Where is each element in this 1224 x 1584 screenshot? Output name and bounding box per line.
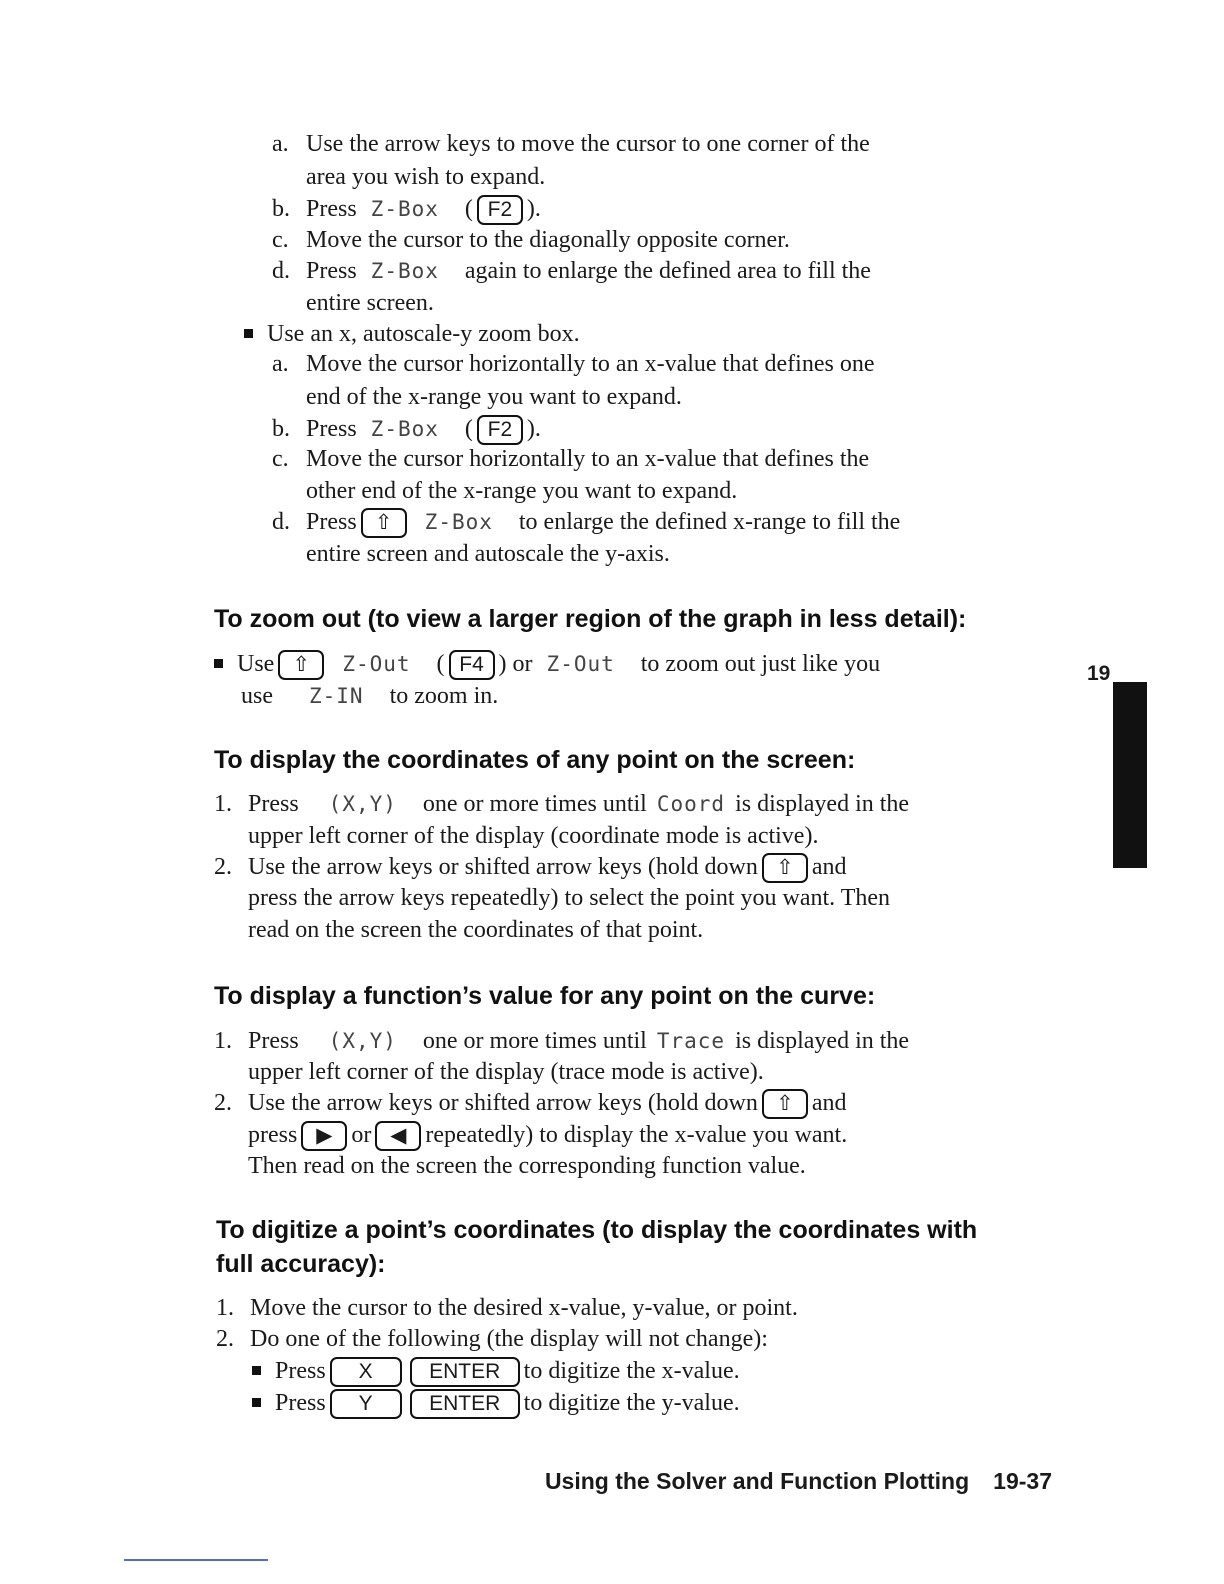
bullet-icon — [244, 329, 253, 338]
enter-key: ENTER — [410, 1389, 520, 1419]
z-box-menu: Z-Box — [370, 259, 439, 283]
s1-step-c: c. Move the cursor to the diagonally opposite corner. — [272, 227, 790, 253]
bullet-icon — [214, 659, 223, 668]
f4-key: F4 — [449, 650, 495, 680]
bullet-icon — [252, 1366, 261, 1375]
xy-menu: (X,Y) — [328, 792, 397, 816]
heading-zoom-out: To zoom out (to view a larger region of the graph in less detail): — [214, 605, 967, 633]
coords-step-1: 1. Press (X,Y) one or more times until Coord is displayed in the — [214, 791, 910, 817]
s2-step-c: c. Move the cursor horizontally to an x-value that defines the — [272, 446, 870, 472]
z-box-menu: Z-Box — [370, 417, 439, 441]
func-step-1-cont: upper left corner of the display (trace mode is active). — [248, 1059, 764, 1085]
s1-step-a-cont: area you wish to expand. — [306, 164, 546, 190]
digit-bullet-y: Press Y ENTER to digitize the y-value. — [252, 1387, 740, 1419]
digit-step-2: 2. Do one of the following (the display will not change): — [216, 1326, 768, 1352]
xy-menu: (X,Y) — [328, 1029, 397, 1053]
trace-mode-label: Trace — [656, 1029, 726, 1053]
s2-step-d-cont: entire screen and autoscale the y-axis. — [306, 541, 670, 567]
digit-step-1: 1. Move the cursor to the desired x-value, y-value, or point. — [216, 1295, 798, 1321]
s2-step-a-cont: end of the x-range you want to expand. — [306, 384, 682, 410]
shift-key-icon: ⇧ — [278, 650, 324, 680]
coords-step-1-cont: upper left corner of the display (coordinate mode is active). — [248, 823, 819, 849]
shift-key-icon: ⇧ — [762, 1089, 808, 1119]
footer-rule — [124, 1559, 268, 1561]
f2-key: F2 — [477, 195, 523, 225]
shift-key-icon: ⇧ — [361, 508, 407, 538]
digit-bullet-x: Press X ENTER to digitize the x-value. — [252, 1355, 740, 1387]
zoom-bullet: Use ⇧ Z-Out ( F4 ) or Z-Out to zoom out just like you — [214, 648, 880, 680]
bullet-icon — [252, 1398, 261, 1407]
s2-step-b: b. Press Z-Box ( F2 ). — [272, 413, 541, 445]
z-box-menu: Z-Box — [370, 197, 439, 221]
enter-key: ENTER — [410, 1357, 520, 1387]
s2-bullet: Use an x, autoscale-y zoom box. — [244, 318, 580, 350]
chapter-tab-marker — [1113, 682, 1147, 868]
left-arrow-key-icon: ◀ — [375, 1121, 421, 1151]
z-in-menu: Z-IN — [309, 684, 364, 708]
shift-key-icon: ⇧ — [762, 853, 808, 883]
s1-step-a: a. Use the arrow keys to move the cursor to one corner of the — [272, 131, 870, 157]
z-out-menu: Z-Out — [342, 652, 411, 676]
s2-step-a: a. Move the cursor horizontally to an x-value that defines one — [272, 351, 875, 377]
heading-function-value: To display a function’s value for any point on the curve: — [214, 982, 876, 1010]
s2-step-c-cont: other end of the x-range you want to expand. — [306, 478, 738, 504]
chapter-tab-number: 19 — [1087, 662, 1111, 685]
x-key: X — [330, 1357, 402, 1387]
coords-step-2: 2. Use the arrow keys or shifted arrow keys (hold down ⇧ and — [214, 851, 847, 883]
s1-step-d: d. Press Z-Box again to enlarge the defined area to fill the — [272, 258, 871, 284]
y-key: Y — [330, 1389, 402, 1419]
coord-mode-label: Coord — [656, 792, 726, 816]
heading-digitize: To digitize a point’s coordinates (to display the coordinates with — [216, 1216, 978, 1244]
s1-step-b: b. Press Z-Box ( F2 ). — [272, 193, 541, 225]
page-footer — [545, 1468, 1052, 1495]
func-step-2: 2. Use the arrow keys or shifted arrow keys (hold down ⇧ and — [214, 1087, 847, 1119]
func-step-2-cont: press ▶ or ◀ repeatedly) to display the x-value you want. — [248, 1119, 847, 1151]
f2-key: F2 — [477, 415, 523, 445]
s2-step-d: d. Press ⇧ Z-Box to enlarge the defined x-range to fill the — [272, 506, 900, 538]
right-arrow-key-icon: ▶ — [301, 1121, 347, 1151]
z-box-menu: Z-Box — [424, 510, 493, 534]
coords-step-2-cont: press the arrow keys repeatedly) to select the point you want. Then — [248, 885, 891, 911]
z-out-menu: Z-Out — [546, 652, 615, 676]
s1-step-d-cont: entire screen. — [306, 290, 434, 316]
func-step-1: 1. Press (X,Y) one or more times until Trace is displayed in the — [214, 1028, 910, 1054]
heading-coordinates: To display the coordinates of any point on the screen: — [214, 746, 856, 774]
coords-step-2-cont2: read on the screen the coordinates of that point. — [248, 917, 704, 943]
zoom-bullet-cont: use Z-IN to zoom in. — [241, 683, 499, 709]
page-number: 19-37 — [993, 1468, 1052, 1494]
heading-digitize-cont: full accuracy): — [216, 1250, 386, 1278]
func-step-2-cont2: Then read on the screen the corresponding function value. — [248, 1153, 806, 1179]
footer-title: Using the Solver and Function Plotting — [544, 1468, 970, 1494]
